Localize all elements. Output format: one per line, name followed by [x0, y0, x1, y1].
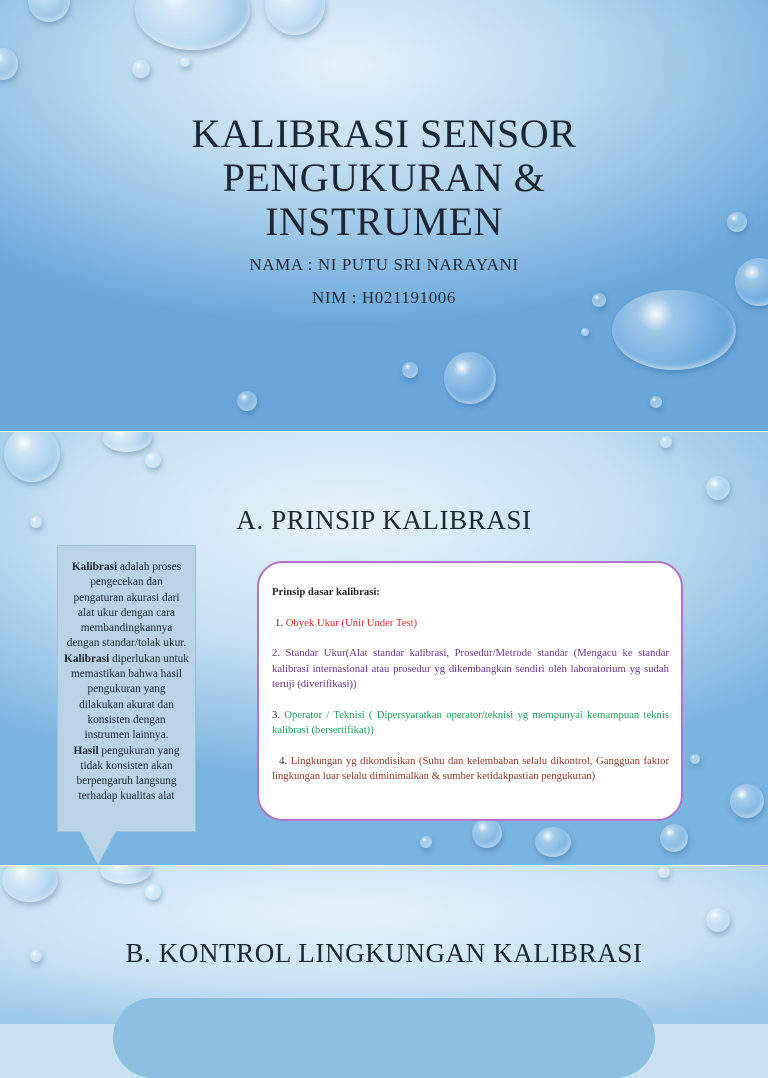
item-text: Obyek Ukur (Unit Under Test) [285, 616, 418, 629]
water-drop [180, 57, 190, 67]
purpose-text: diperlukan untuk memastikan bahwa hasil pengukuran yang dilakukan akurat dan konsisten dengan instrumen lainnya. [70, 652, 189, 742]
item-text: Operator / Teknisi ( Dipersyaratkan operator/teknisi yg mempunyai kemampuan teknis kalibrasi (bersertifikat)) [272, 708, 670, 736]
water-drop [735, 258, 768, 306]
callout-pointer [80, 831, 116, 865]
water-drop [237, 391, 257, 411]
water-drop [4, 432, 60, 482]
water-drop [730, 784, 764, 818]
principle-item-1 [272, 616, 669, 632]
water-drop [28, 0, 70, 22]
content-panel [113, 998, 655, 1078]
water-drop [132, 60, 150, 78]
principle-item-2: 2. Standar Ukur(Alat standar kalibrasi, Prosedur/Metrode standar (Mengacu ke standar kalibrasi internasional atau prosedur yg dikembangkan sendiri oleh laboratorium yg sudah teruji (diverifikasi)) [272, 647, 669, 690]
water-drop [581, 328, 589, 336]
item-number: 3. [272, 708, 285, 721]
item-text: Lingkungan yg dikondisikan (Suhu dan kelembaban selalu dikontrol, Gangguan faktor lingkungan luar selalu diminimalkan & sumber ketidakpastian pengukuran) [272, 754, 670, 782]
water-drop [30, 516, 42, 528]
slide-title [0, 0, 768, 432]
water-drop [102, 432, 152, 452]
definition-text: adalah proses pengecekan dan pengaturan akurasi dari alat ukur dengan cara membandingkannya dengan standar/tolak ukur. [66, 561, 187, 650]
effect-text: pengukuran yang tidak konsisten akan berpengaruh langsung terhadap kualitas alat [76, 744, 180, 803]
principle-item-3 [272, 708, 669, 739]
section-title-a: A. PRINSIP KALIBRASI [236, 505, 532, 535]
item-number: 1. [275, 616, 286, 629]
student-id: NIM : H021191006 [311, 288, 457, 307]
term-hasil: Hasil [73, 744, 99, 757]
water-drop [402, 362, 418, 378]
water-drop [658, 866, 670, 878]
principles-heading: Prinsip dasar kalibrasi: [272, 586, 380, 598]
title-line: INSTRUMEN [265, 199, 503, 244]
water-drop [420, 836, 432, 848]
water-drop [145, 884, 161, 900]
water-drop [145, 452, 161, 468]
item-number: 4. [279, 754, 291, 767]
water-drop [2, 866, 58, 902]
title-line: PENGUKURAN & [222, 155, 546, 200]
term-kalibrasi: Kalibrasi [71, 561, 118, 573]
water-drop [535, 827, 571, 857]
water-drop [660, 824, 688, 852]
definition-callout [57, 545, 196, 832]
water-drop [727, 212, 747, 232]
water-drop [706, 476, 730, 500]
section-title-b: B. KONTROL LINGKUNGAN KALIBRASI [125, 938, 643, 968]
presentation-title [84, 112, 684, 244]
water-drop [690, 754, 700, 764]
water-drop [650, 396, 662, 408]
water-drop [100, 866, 152, 884]
water-drop [0, 48, 18, 80]
water-drop [135, 0, 250, 50]
principles-box [257, 561, 683, 821]
water-drop [265, 0, 325, 35]
title-line: KALIBRASI SENSOR [191, 111, 577, 156]
water-drop [472, 818, 502, 848]
term-kalibrasi: Kalibrasi [64, 652, 110, 665]
water-drop [706, 908, 730, 932]
author-name: NAMA : NI PUTU SRI NARAYANI [249, 255, 519, 274]
water-drop [444, 352, 496, 404]
water-drop [30, 950, 42, 962]
principle-item-4 [272, 754, 669, 785]
water-drop [660, 436, 672, 448]
